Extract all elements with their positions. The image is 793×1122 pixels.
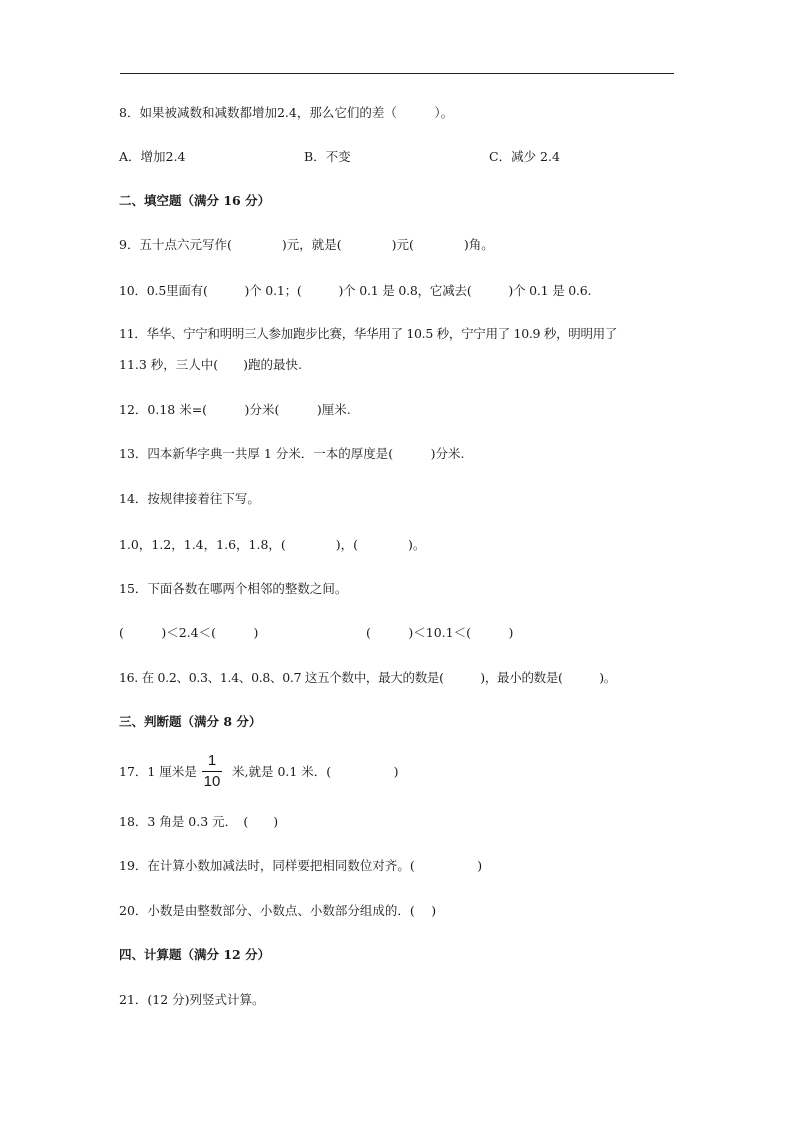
question-17-after: 米,就是 0.1 米．( ) [232,764,399,779]
question-13: 13．四本新华字典一共厚 1 分米．一本的厚度是( )分米. [119,446,465,461]
header-rule [120,73,674,74]
fraction-denominator: 10 [203,773,221,790]
question-12: 12．0.18 米=( )分米( )厘米. [119,402,351,417]
fraction-numerator: 1 [207,752,217,769]
fraction-one-tenth [200,752,224,791]
question-11-line-1: 11．华华、宁宁和明明三人参加跑步比赛，华华用了 10.5 秒，宁宁用了 10.9 秒，明明用了 [119,326,618,341]
question-8-option-b: B．不变 [304,149,351,164]
question-14-sequence: 1.0，1.2，1.4，1.6，1.8，( )，( )。 [119,537,426,552]
question-8-option-c: C．减少 2.4 [489,149,560,164]
question-8-stem: 8．如果被减数和减数都增加2.4，那么它们的差（ ）。 [119,105,454,120]
question-20: 20．小数是由整数部分、小数点、小数部分组成的．( ) [119,903,437,918]
section-4-title: 四、计算题（满分 12 分） [119,947,271,962]
question-16: 16. 在 0.2、0.3、1.4、0.8、0.7 这五个数中，最大的数是( )，最小的数是( )。 [119,670,617,685]
question-15-stem: 15．下面各数在哪两个相邻的整数之间。 [119,581,348,596]
question-18: 18．3 角是 0.3 元． ( ) [119,814,279,829]
question-15-part-b: ( )＜10.1＜( ) [366,625,514,640]
section-3-title: 三、判断题（满分 8 分） [119,714,262,729]
question-15-part-a: ( )＜2.4＜( ) [119,625,259,640]
question-14-stem: 14．按规律接着往下写。 [119,491,260,506]
question-17-before: 17．1 厘米是 [119,764,197,779]
question-10: 10．0.5里面有( )个 0.1；( )个 0.1 是 0.8，它减去( )个 0.1 是 0.6. [119,283,592,298]
question-21: 21．(12 分)列竖式计算。 [119,992,265,1007]
question-11-line-2: 11.3 秒，三人中( )跑的最快. [119,357,303,372]
question-8-option-a: A．增加2.4 [119,149,186,164]
fraction-bar [202,771,222,772]
question-19: 19．在计算小数加减法时，同样要把相同数位对齐。( ) [119,858,483,873]
question-9: 9．五十点六元写作( )元，就是( )元( )角。 [119,237,494,252]
section-2-title: 二、填空题（满分 16 分） [119,193,271,208]
